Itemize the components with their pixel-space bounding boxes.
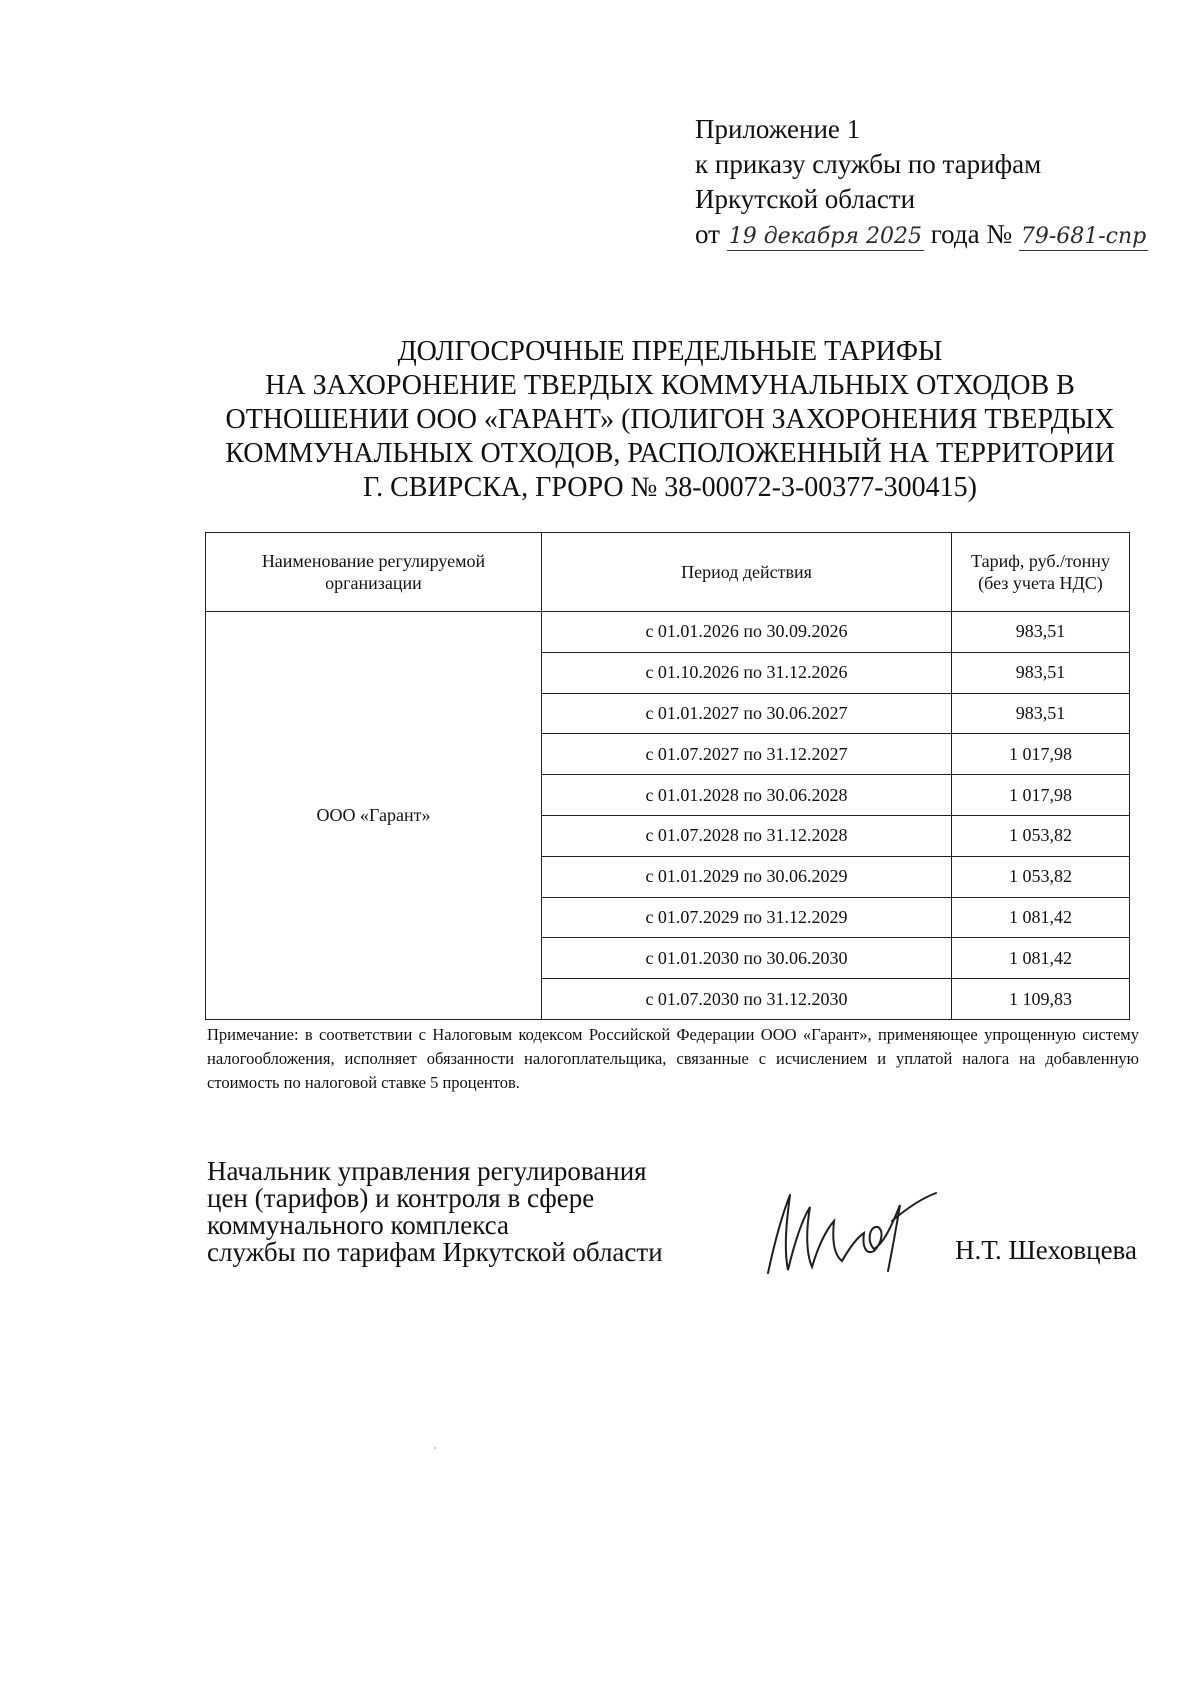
title-line: ОТНОШЕНИИ ООО «ГАРАНТ» (ПОЛИГОН ЗАХОРОНЕНИЯ ТВЕРДЫХ [225, 404, 1115, 435]
header-tariff-line2: (без учета НДС) [978, 573, 1103, 593]
header-organization-line2: организации [325, 573, 422, 593]
tariff-cell: 1 053,82 [952, 856, 1130, 897]
title-line: НА ЗАХОРОНЕНИЕ ТВЕРДЫХ КОММУНАЛЬНЫХ ОТХОДОВ В [265, 370, 1075, 401]
period-cell: с 01.07.2030 по 31.12.2030 [542, 979, 952, 1020]
appendix-date-line [695, 217, 1148, 252]
appendix-region: Иркутской области [695, 184, 916, 214]
signatory-position [207, 1158, 663, 1266]
period-cell: с 01.07.2027 по 31.12.2027 [542, 734, 952, 775]
table-body [206, 612, 1130, 1020]
header-tariff-line1: Тариф, руб./тонну [971, 551, 1110, 571]
period-cell: с 01.01.2026 по 30.09.2026 [542, 612, 952, 653]
organization-cell: ООО «Гарант» [206, 612, 542, 1020]
header-organization-line1: Наименование регулируемой [261, 551, 486, 571]
period-cell: с 01.01.2029 по 30.06.2029 [542, 856, 952, 897]
handwritten-date: 19 декабря 2025 [728, 224, 922, 249]
position-line: Начальник управления регулирования [207, 1156, 647, 1186]
tax-note: Примечание: в соответствии с Налоговым кодексом Российской Федерации ООО «Гарант», применяющее упрощенную систему налогообложения, исполняет обязанности налогоплательщика, связанные с исчислением и уплатой налога на добавленную стоимость по налоговой ставке 5 процентов. [207, 1025, 1139, 1092]
table-row [206, 612, 1130, 653]
header-tariff [952, 533, 1130, 612]
title-line: КОММУНАЛЬНЫХ ОТХОДОВ, РАСПОЛОЖЕННЫЙ НА ТЕРРИТОРИИ [225, 438, 1115, 469]
position-line: цен (тарифов) и контроля в сфере [207, 1183, 595, 1213]
appendix-order-ref: к приказу службы по тарифам [695, 149, 1042, 179]
tariff-cell: 1 109,83 [952, 979, 1130, 1020]
period-cell: с 01.07.2028 по 31.12.2028 [542, 815, 952, 856]
year-word: года № [930, 219, 1013, 249]
title-line: Г. СВИРСКА, ГРОРО № 38-00072-3-00377-300415) [363, 472, 977, 503]
period-cell: с 01.07.2029 по 31.12.2029 [542, 897, 952, 938]
signer-name: Н.Т. Шеховцева [955, 1235, 1137, 1265]
tariff-cell: 1 053,82 [952, 815, 1130, 856]
tariff-cell: 1 017,98 [952, 775, 1130, 816]
tariff-cell: 1 081,42 [952, 938, 1130, 979]
header-organization [206, 533, 542, 612]
tariff-cell: 1 081,42 [952, 897, 1130, 938]
tariff-table [205, 532, 1130, 1020]
handwritten-order-number: 79-681-спр [1020, 224, 1147, 249]
document-title [200, 335, 1140, 505]
handwritten-signature [760, 1185, 950, 1280]
title-line: ДОЛГОСРОЧНЫЕ ПРЕДЕЛЬНЫЕ ТАРИФЫ [397, 336, 943, 367]
header-period: Период действия [542, 533, 952, 612]
position-line: службы по тарифам Иркутской области [207, 1237, 663, 1267]
appendix-header [695, 112, 1148, 252]
period-cell: с 01.10.2026 по 31.12.2026 [542, 652, 952, 693]
tariff-cell: 983,51 [952, 652, 1130, 693]
tariff-cell: 983,51 [952, 693, 1130, 734]
position-line: коммунального комплекса [207, 1210, 509, 1240]
period-cell: с 01.01.2028 по 30.06.2028 [542, 775, 952, 816]
scan-artifact [434, 1447, 436, 1449]
period-cell: с 01.01.2027 по 30.06.2027 [542, 693, 952, 734]
appendix-title: Приложение 1 [695, 114, 861, 144]
from-prefix: от [695, 219, 720, 249]
period-cell: с 01.01.2030 по 30.06.2030 [542, 938, 952, 979]
tariff-cell: 1 017,98 [952, 734, 1130, 775]
table-header-row [206, 533, 1130, 612]
tariff-cell: 983,51 [952, 612, 1130, 653]
